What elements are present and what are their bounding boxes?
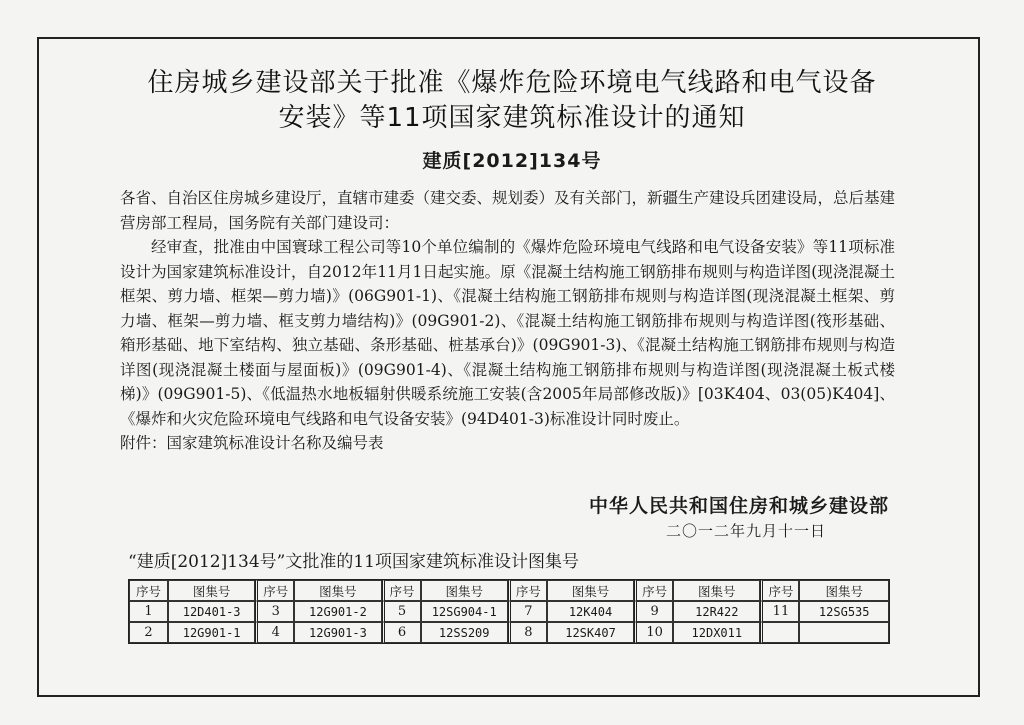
seq-cell: 10 <box>634 622 673 643</box>
atlas-number-cell: 12SG904-1 <box>421 601 508 622</box>
attachment-note: 附件：国家建筑标准设计名称及编号表 <box>120 434 384 452</box>
table-row <box>129 601 889 622</box>
addressees: 各省、自治区住房城乡建设厅，直辖市建委（建交委、规划委）及有关部门，新疆生产建设兵团建设局，总后基建营房部工程局，国务院有关部门建设司： <box>120 189 896 232</box>
issue-date: 二〇一二年九月十一日 <box>665 522 826 540</box>
notice-title-line-1: 住房城乡建设部关于批准《爆炸危险环境电气线路和电气设备 <box>147 68 877 98</box>
atlas-number-cell: 12D401-3 <box>168 601 255 622</box>
atlas-number-cell: 12DX011 <box>673 622 760 643</box>
atlas-number-table <box>128 579 890 644</box>
header-seq: 序号 <box>508 580 547 601</box>
seq-cell: 11 <box>760 601 799 622</box>
seq-cell: 8 <box>508 622 547 643</box>
atlas-number-cell: 12G901-3 <box>294 622 381 643</box>
table-body <box>129 580 889 643</box>
atlas-number-cell: 12R422 <box>673 601 760 622</box>
table-title: “建质[2012]134号”文批准的11项国家建筑标准设计图集号 <box>128 552 579 572</box>
header-seq: 序号 <box>129 580 168 601</box>
table-header-row <box>129 580 889 601</box>
seq-cell: 1 <box>129 601 168 622</box>
atlas-number-cell: 12K404 <box>547 601 634 622</box>
header-atlas-no: 图集号 <box>673 580 760 601</box>
header-seq: 序号 <box>634 580 673 601</box>
atlas-number-cell <box>799 622 889 643</box>
notice-title-line-2: 安装》等11项国家建筑标准设计的通知 <box>278 103 746 133</box>
atlas-number-cell: 12SS209 <box>421 622 508 643</box>
seq-cell: 3 <box>255 601 294 622</box>
atlas-number-cell: 12G901-1 <box>168 622 255 643</box>
main-paragraph: 经审查，批准由中国寰球工程公司等10个单位编制的《爆炸危险环境电气线路和电气设备安装》等11项标准设计为国家建筑标准设计，自2012年11月1日起实施。原《混凝土结构施工钢筋排布规则与构造详图(现浇混凝土框架、剪力墙、框架—剪力墙)》(06G901-1)、《混凝土结构施工钢筋排布规则与构造详图(现浇混凝土框架、剪力墙、框架—剪力墙、框支剪力墙结构)》(09G901-2)、《混凝土结构施工钢筋排布规则与构造详图(筏形基础、箱形基础、地下室结构、独立基础、条形基础、桩基承台)》(09G901-3)、《混凝土结构施工钢筋排布规则与构造详图(现浇混凝土楼面与屋面板)》(09G901-4)、《混凝土结构施工钢筋排布规则与构造详图(现浇混凝土板式楼梯)》(09G901-5)、《低温热水地板辐射供暖系统施工安装(含2005年局部修改版)》[03K404、03(05)K404]、《爆炸和火灾危险环境电气线路和电气设备安装》(94D401-3)标准设计同时废止。 <box>120 238 895 428</box>
issuing-authority: 中华人民共和国住房和城乡建设部 <box>588 495 889 517</box>
header-seq: 序号 <box>760 580 799 601</box>
table-row <box>129 622 889 643</box>
header-atlas-no: 图集号 <box>421 580 508 601</box>
seq-cell: 4 <box>255 622 294 643</box>
seq-cell: 6 <box>382 622 421 643</box>
document-number: 建质[2012]134号 <box>422 150 602 172</box>
header-atlas-no: 图集号 <box>294 580 381 601</box>
seq-cell: 2 <box>129 622 168 643</box>
header-seq: 序号 <box>382 580 421 601</box>
header-atlas-no: 图集号 <box>799 580 889 601</box>
atlas-number-cell: 12SG535 <box>799 601 889 622</box>
atlas-number-cell: 12G901-2 <box>294 601 381 622</box>
notice-body <box>120 186 895 456</box>
seq-cell: 9 <box>634 601 673 622</box>
atlas-number-cell: 12SK407 <box>547 622 634 643</box>
header-atlas-no: 图集号 <box>168 580 255 601</box>
seq-cell: 5 <box>382 601 421 622</box>
seq-cell: 7 <box>508 601 547 622</box>
header-seq: 序号 <box>255 580 294 601</box>
seq-cell <box>760 622 799 643</box>
header-atlas-no: 图集号 <box>547 580 634 601</box>
